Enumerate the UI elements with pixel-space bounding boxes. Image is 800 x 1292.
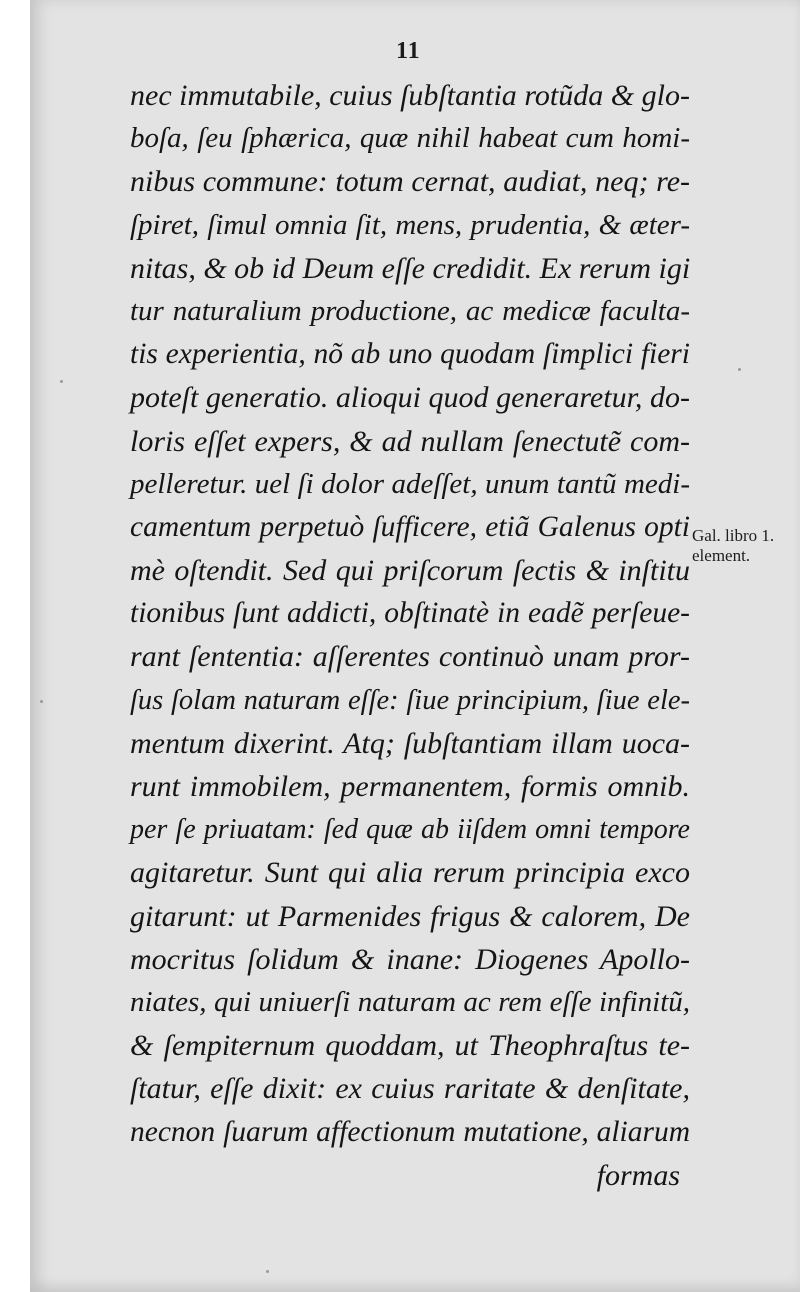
- text-line: poteſt generatio. alioqui quod generaretur, do-: [130, 381, 690, 415]
- margin-note-line: element.: [692, 546, 751, 565]
- text-line: niates, qui uniuerſi naturam ac rem eſſe infinitũ,: [130, 985, 690, 1018]
- paper-speck: [60, 380, 63, 383]
- text-line: camentum perpetuò ſufficere, etiã Galenus opti: [130, 510, 690, 543]
- text-line: mè oſtendit. Sed qui priſcorum ſectis & inſtitu: [130, 554, 690, 588]
- text-line: ſus ſolam naturam eſſe: ſiue principium, ſiue ele-: [130, 684, 690, 716]
- text-line: boſa, ſeu ſphærica, quæ nihil habeat cum homi-: [130, 122, 690, 155]
- paper-speck: [266, 1270, 269, 1273]
- text-line: tis experientia, nõ ab uno quodam ſimplici fieri: [130, 338, 690, 371]
- text-line: agitaretur. Sunt qui alia rerum principia exco: [130, 856, 690, 890]
- text-line: pelleretur. uel ſi dolor adeſſet, unum tantũ medi-: [130, 467, 690, 500]
- text-line: gitarunt: ut Parmenides frigus & calorem, De: [130, 899, 690, 933]
- text-line: nibus commune: totum cernat, audiat, neq; re-: [130, 165, 690, 199]
- text-line: & ſempiternum quoddam, ut Theophraſtus te-: [130, 1029, 690, 1063]
- paper-speck: [738, 368, 741, 371]
- text-line: tur naturalium productione, ac medicæ faculta-: [130, 294, 690, 327]
- catchword: formas: [596, 1158, 680, 1192]
- text-line: rant ſententia: aſſerentes continuò unam pror-: [130, 640, 690, 674]
- text-line: nec immutabile, cuius ſubſtantia rotũda & glo-: [130, 79, 690, 112]
- margin-note-line: Gal. libro 1.: [692, 526, 775, 545]
- book-page: [30, 0, 800, 1292]
- text-line: per ſe priuatam: ſed quæ ab iiſdem omni tempore: [130, 814, 690, 846]
- margin-note: [692, 526, 800, 566]
- text-line: nitas, & ob id Deum eſſe credidit. Ex rerum igi: [130, 251, 691, 285]
- page-number: 11: [396, 38, 421, 64]
- text-line: runt immobilem, permanentem, formis omnib.: [130, 770, 690, 803]
- text-line: ſtatur, eſſe dixit: ex cuius raritate & denſitate,: [130, 1072, 690, 1106]
- text-line: mentum dixerint. Atq; ſubſtantiam illam uoca-: [130, 726, 690, 760]
- text-line: mocritus ſolidum & inane: Diogenes Apollo-: [130, 942, 690, 976]
- text-line: tionibus ſunt addicti, obſtinatè in eadẽ perſeue-: [130, 597, 690, 630]
- body-text: [130, 74, 690, 1197]
- text-line: loris eſſet expers, & ad nullam ſenectutẽ com-: [130, 424, 690, 458]
- text-line: ſpiret, ſimul omnia ſit, mens, prudentia, & æter-: [130, 208, 690, 241]
- paper-speck: [40, 700, 43, 703]
- text-line: necnon ſuarum affectionum mutatione, aliarum: [130, 1115, 690, 1148]
